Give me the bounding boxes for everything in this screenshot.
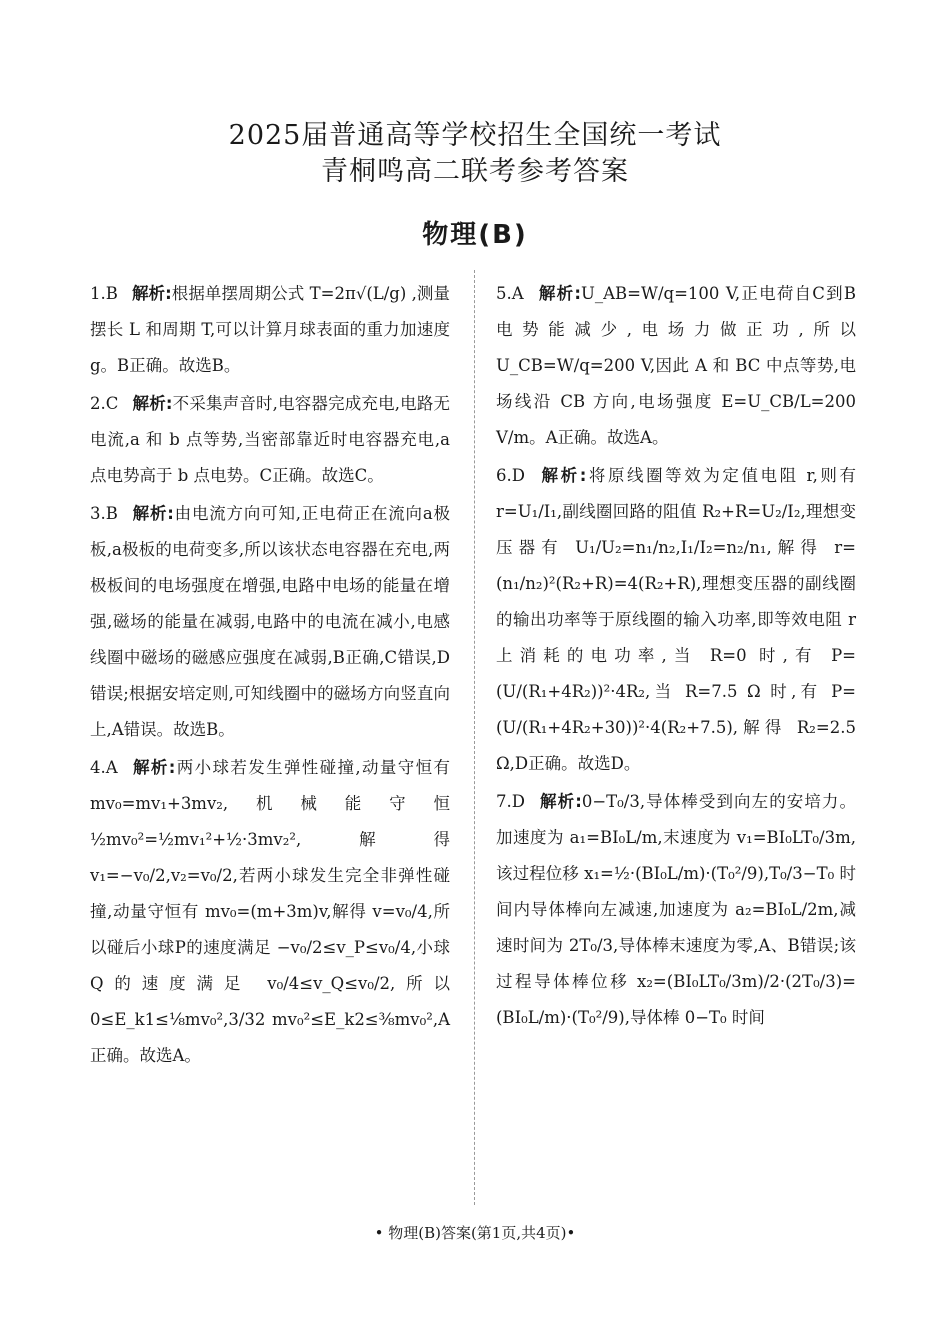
answer-item xyxy=(496,458,856,782)
answer-text: 0−T₀/3,导体棒受到向左的安培力。加速度为 a₁=BI₀L/m,末速度为 v₁=BI₀LT₀/3m,该过程位移 x₁=½·(BI₀L/m)·(T₀²/9),T₀/3−T₀ 时间内导体棒向左减速,加速度为 a₂=BI₀L/2m,减速时间为 2T₀/3,导体棒末速度为零,A、B错误;该过程导体棒位移 x₂=(BI₀LT₀/3m)/2·(2T₀/3)=(BI₀L/m)·(T₀²/9),导体棒 0−T₀ 时间 xyxy=(496,792,856,1027)
page-header xyxy=(0,118,950,251)
exam-subtitle: 青桐鸣高二联考参考答案 xyxy=(321,156,629,187)
answer-item xyxy=(496,784,856,1036)
answer-item xyxy=(90,750,450,1074)
answer-item xyxy=(90,386,450,494)
exam-title: 2025届普通高等学校招生全国统一考试 xyxy=(228,120,722,151)
answer-item xyxy=(90,496,450,748)
answer-number: 1.B xyxy=(90,284,118,303)
analysis-label: 解析: xyxy=(537,284,581,303)
analysis-label: 解析: xyxy=(131,504,174,523)
answer-text: 不采集声音时,电容器完成充电,电路无电流,a 和 b 点等势,当密部靠近时电容器充电,a 点电势高于 b 点电势。C正确。故选C。 xyxy=(90,394,450,485)
answer-number: 5.A xyxy=(496,284,524,303)
answer-text: U_AB=W/q=100 V,正电荷自C到B电势能减少,电场力做正功,所以 U_CB=W/q=200 V,因此 A 和 BC 中点等势,电场线沿 CB 方向,电场强度 E=U_CB/L=200 V/m。A正确。故选A。 xyxy=(496,284,856,447)
answer-number: 4.A xyxy=(90,758,118,777)
analysis-label: 解析: xyxy=(131,284,172,303)
answer-number: 2.C xyxy=(90,394,119,413)
answer-text: 由电流方向可知,正电荷正在流向a极板,a极板的电荷变多,所以该状态电容器在充电,两极板间的电场强度在增强,电路中电场的能量在增强,磁场的能量在减弱,电路中的电流在减小,电感线圈中磁场的磁感应强度在减弱,B正确,C错误,D错误;根据安培定则,可知线圈中的磁场方向竖直向上,A错误。故选B。 xyxy=(90,504,450,739)
page-footer: • 物理(B)答案(第1页,共4页)• xyxy=(374,1224,576,1242)
analysis-label: 解析: xyxy=(538,792,582,811)
answer-text: 将原线圈等效为定值电阻 r,则有 r=U₁/I₁,副线圈回路的阻值 R₂+R=U₂/I₂,理想变压器有 U₁/U₂=n₁/n₂,I₁/I₂=n₂/n₁,解得 r=(n₁/n₂)²(R₂+R)=4(R₂+R),理想变压器的副线圈的输出功率等于原线圈的输入功率,即等效电阻 r 上消耗的电功率,当 R=0 时,有 P=(U/(R₁+4R₂))²·4R₂,当 R=7.5 Ω 时,有 P=(U/(R₁+4R₂+30))²·4(R₂+7.5),解得 R₂=2.5 Ω,D正确。故选D。 xyxy=(496,466,856,773)
answer-text: 根据单摆周期公式 T=2π√(L/g) ,测量摆长 L 和周期 T,可以计算月球表面的重力加速度 g。B正确。故选B。 xyxy=(90,284,450,375)
column-divider xyxy=(474,270,475,1205)
subject-title: 物理(B) xyxy=(422,220,528,250)
right-column xyxy=(496,276,856,1038)
analysis-label: 解析: xyxy=(132,394,173,413)
answer-text: 两小球若发生弹性碰撞,动量守恒有 mv₀=mv₁+3mv₂,机械能守恒 ½mv₀²=½mv₁²+½·3mv₂²,解得 v₁=−v₀/2,v₂=v₀/2,若两小球发生完全非弹性碰撞,动量守恒有 mv₀=(m+3m)v,解得 v=v₀/4,所以碰后小球P的速度满足 −v₀/2≤v_P≤v₀/4,小球Q的速度满足 v₀/4≤v_Q≤v₀/2,所以 0≤E_k1≤⅛mv₀²,3/32 mv₀²≤E_k2≤⅜mv₀²,A正确。故选A。 xyxy=(90,758,450,1065)
left-column xyxy=(90,276,450,1076)
answer-number: 7.D xyxy=(496,792,525,811)
answer-item xyxy=(496,276,856,456)
answer-item xyxy=(90,276,450,384)
answer-number: 3.B xyxy=(90,504,118,523)
analysis-label: 解析: xyxy=(538,466,587,485)
answer-number: 6.D xyxy=(496,466,525,485)
analysis-label: 解析: xyxy=(131,758,176,777)
